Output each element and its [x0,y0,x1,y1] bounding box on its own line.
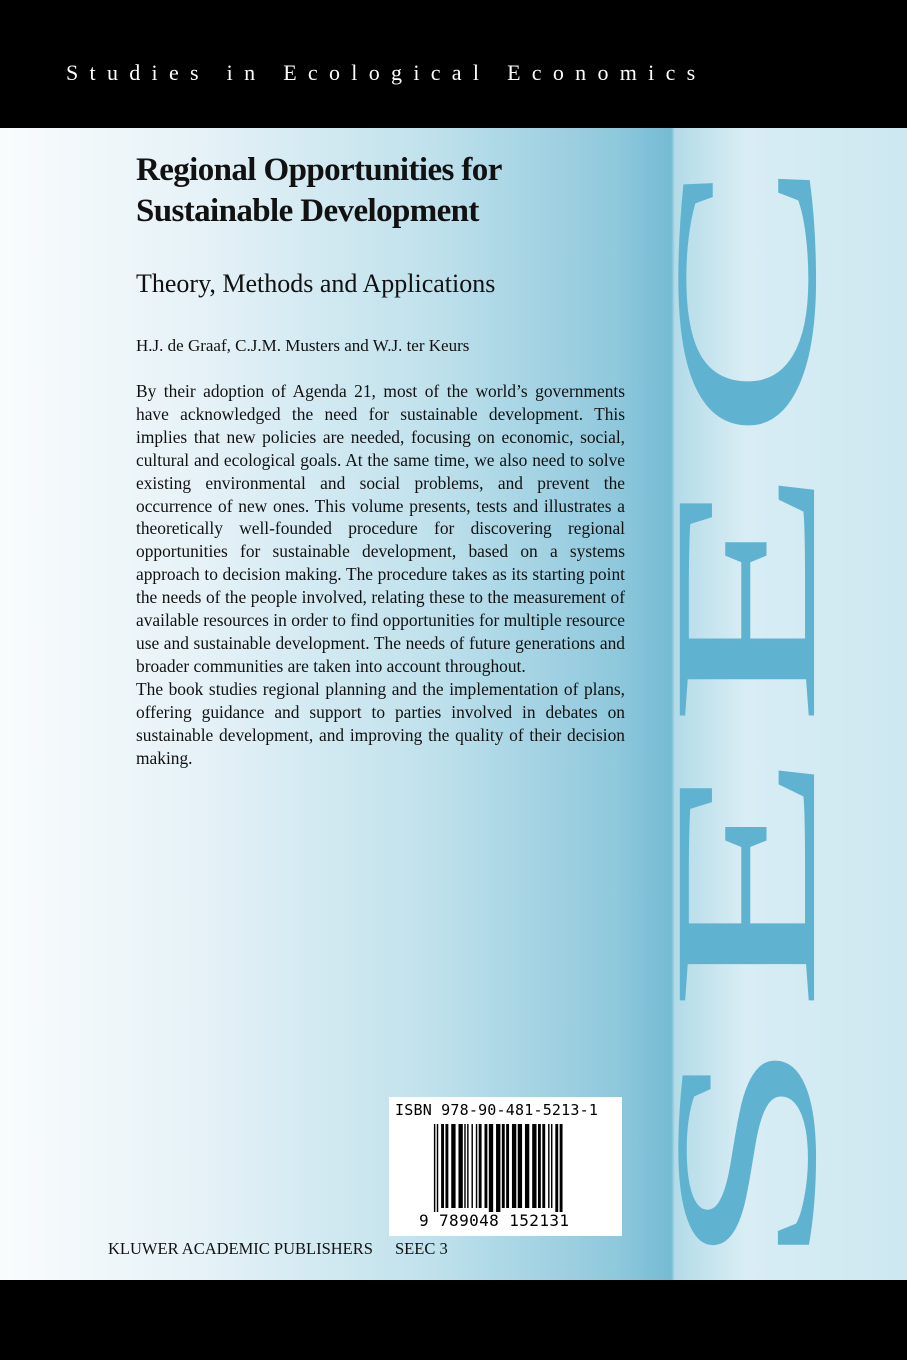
barcode-bar [489,1124,493,1212]
barcode-bar [512,1124,516,1208]
barcode-bar [434,1124,435,1212]
barcode-bar [451,1124,455,1208]
barcode-bar [548,1124,549,1208]
barcode-bar [471,1124,472,1208]
barcode-bar [496,1124,500,1212]
barcode-bar [479,1124,482,1208]
barcode-digits: 789048 152131 [439,1211,570,1230]
barcode-bar [484,1124,487,1208]
barcode-bar [532,1124,536,1208]
barcode-bar [476,1124,477,1208]
book-subtitle: Theory, Methods and Applications [136,269,496,298]
book-title-line-2: Sustainable Development [136,193,479,229]
barcode-bar [542,1124,545,1208]
seec-logo-text: SEEC [632,732,860,1274]
barcode-bar [538,1124,541,1208]
barcode-bar [445,1124,448,1208]
isbn-barcode-box [389,1097,622,1236]
barcode-bar [518,1124,522,1208]
book-title [136,150,656,232]
barcode-bar [441,1124,444,1208]
barcode-bar [502,1124,505,1208]
book-title-line-1: Regional Opportunities for [136,152,502,188]
series-number: SEEC 3 [395,1239,448,1258]
barcode-prefix-digit: 9 [419,1211,429,1230]
publisher-name: KLUWER ACADEMIC PUBLISHERS [108,1239,373,1258]
barcode-bar [525,1124,529,1208]
barcode-bar [437,1124,438,1212]
description-paragraph-1: By their adoption of Agenda 21, most of the world’s governments have acknowledged the need for sustainable development. This implies that new policies are needed, focusing on economic, social, cultural and ecological goals. At the same time, we also need to solve existing environmental and social problems, and prevent the occurrence of new ones. This volume presents, tests and illustrates a theoretically well-founded procedure for discovering regional opportunities for sustainable development, based on a systems approach to decision making. The procedure takes as its starting point the needs of the people involved, relating these to the measurement of available resources in order to find opportunities for multiple resource use and sustainable development. The needs of future generations and broader communities are taken into account throughout. [136,381,625,676]
book-description [136,380,625,769]
barcode-bar [467,1124,468,1208]
barcode-bars [431,1124,577,1212]
seec-logo [632,128,907,1280]
series-title: Studies in Ecological Economics [66,60,707,85]
series-header-band [0,0,907,128]
barcode-bar [551,1124,552,1208]
bottom-band [0,1280,907,1360]
barcode-bar [458,1124,462,1208]
barcode-bar [464,1124,465,1208]
barcode-bar [560,1124,563,1212]
barcode-bar [506,1124,509,1208]
description-paragraph-2: The book studies regional planning and the implementation of plans, offering guidance and support to parties involved in debates on sustainable development, and improving the quality of their decision making. [136,678,625,768]
book-authors: H.J. de Graaf, C.J.M. Musters and W.J. ter Keurs [136,336,470,355]
barcode-bar [555,1124,558,1212]
isbn-number: ISBN 978-90-481-5213-1 [395,1101,599,1119]
